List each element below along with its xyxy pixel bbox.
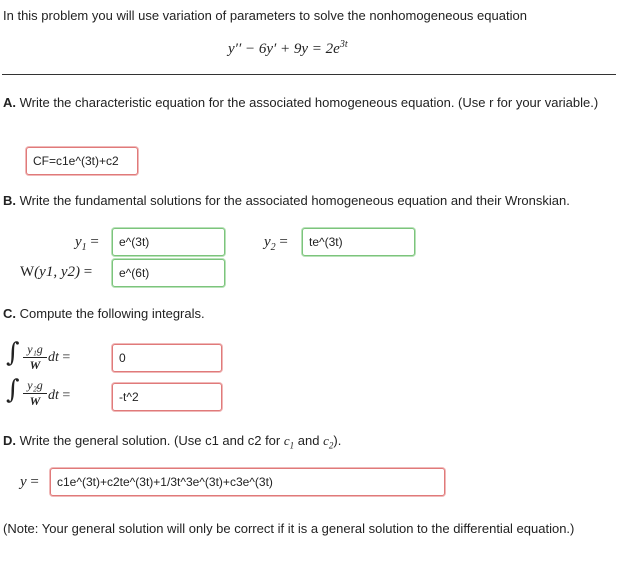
part-b-text: Write the fundamental solutions for the associated homogeneous equation and their Wronskian. <box>19 193 570 208</box>
note-text: (Note: Your general solution will only be correct if it is a general solution to the differential equation.) <box>3 521 575 536</box>
integral-sign-2: ∫ <box>6 375 20 405</box>
equation-body: y′′ − 6y′ + 9y = 2e <box>228 41 340 57</box>
integral-2-fraction: y₂g W <box>23 379 47 408</box>
integral-1-fraction: y₁g W <box>23 343 47 372</box>
y1-input[interactable]: e^(3t) <box>112 228 225 256</box>
equation-exponent: 3t <box>339 39 348 50</box>
integral-sign-1: ∫ <box>6 338 20 368</box>
part-a-text: Write the characteristic equation for the associated homogeneous equation. (Use r for your variable.) <box>19 95 599 110</box>
wronskian-label: W(y1, y2) = <box>20 264 93 280</box>
section-divider <box>2 74 616 75</box>
part-c-prompt <box>3 306 205 321</box>
general-solution-input[interactable]: c1e^(3t)+c2te^(3t)+1/3t^3e^(3t)+c3e^(3t) <box>50 468 445 496</box>
integral-1-input[interactable]: 0 <box>112 344 222 372</box>
y2-input[interactable]: te^(3t) <box>302 228 415 256</box>
part-b-prompt <box>3 193 628 208</box>
integral-2-input[interactable]: -t^2 <box>112 383 222 411</box>
part-d-heading: D. <box>3 433 16 448</box>
y1-label: $y_1$ = <box>75 234 99 253</box>
part-a-heading: A. <box>3 95 16 110</box>
general-solution-label: y = <box>20 474 39 490</box>
part-c-heading: C. <box>3 306 16 321</box>
part-d-text: Write the general solution. (Use c1 and c2 for <box>19 433 281 448</box>
integral-2-dt: dt = <box>48 388 71 403</box>
part-b-heading: B. <box>3 193 16 208</box>
part-a-prompt <box>3 93 603 112</box>
integral-1-dt: dt = <box>48 350 71 365</box>
problem-intro: In this problem you will use variation of parameters to solve the nonhomogeneous equation <box>3 8 527 23</box>
y2-label: $y_2$ = <box>264 234 288 253</box>
part-d-prompt: D. Write the general solution. (Use c1 and c2 for $c_1$ and $c_2$). <box>3 433 342 451</box>
characteristic-equation-input[interactable]: CF=c1e^(3t)+c2 <box>26 147 138 175</box>
wronskian-input[interactable]: e^(6t) <box>112 259 225 287</box>
problem-equation <box>228 39 348 58</box>
part-c-text: Compute the following integrals. <box>19 306 205 321</box>
